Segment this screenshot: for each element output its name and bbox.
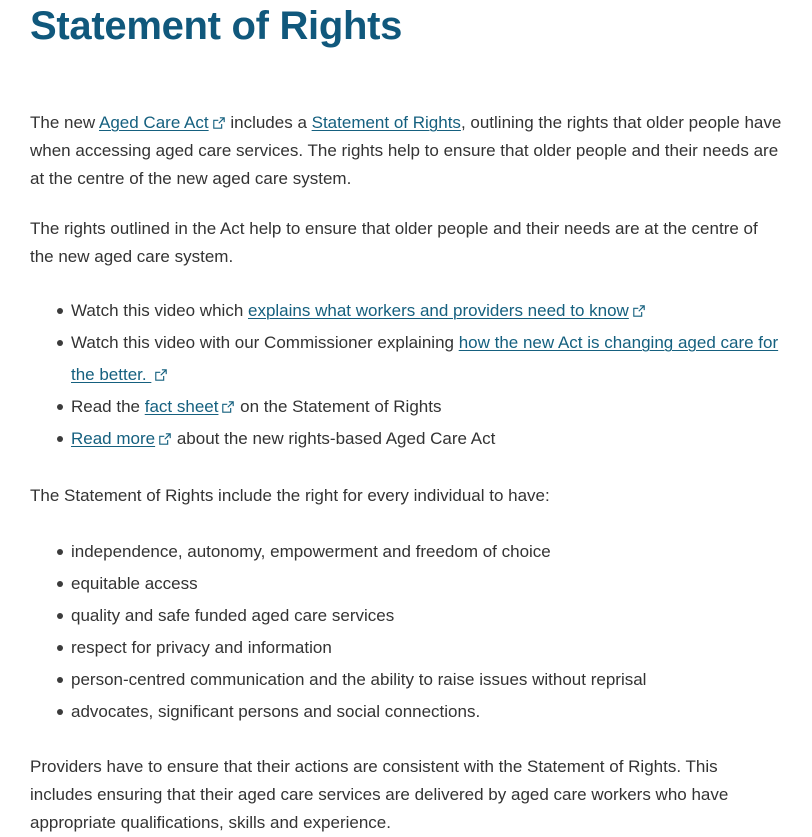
statement-of-rights-link[interactable]: Statement of Rights <box>311 113 461 132</box>
right-item-text: independence, autonomy, empowerment and freedom of choice <box>71 542 551 561</box>
list-item-lead-text: Read the <box>71 397 145 416</box>
intro-text-part-3: , outlining the rights that older people have when accessing aged care services. The rights help to ensure that older people and their needs are at the centre of the new aged care system. <box>30 113 782 188</box>
right-item-text: advocates, significant persons and social connections. <box>71 702 481 721</box>
list-item <box>71 632 782 664</box>
list-item <box>71 391 782 423</box>
right-item-text: equitable access <box>71 574 198 593</box>
intro-paragraph <box>30 109 782 193</box>
fact-sheet-link[interactable]: fact sheet <box>144 397 219 416</box>
list-item <box>71 600 782 632</box>
closing-paragraph: Providers have to ensure that their actions are consistent with the Statement of Rights. This includes ensuring that their aged care services are delivered by aged care workers who have appropriate qualifications, skills and experience. <box>30 757 729 832</box>
external-link-icon <box>212 116 226 130</box>
list-item-lead-text: Watch this video with our Commissioner explaining <box>71 333 459 352</box>
paragraph-gap-1 <box>30 193 782 215</box>
rights-intro-paragraph: The Statement of Rights include the right for every individual to have: <box>30 486 550 505</box>
how-the-new-act-is-changing-link[interactable]: how the new Act is changing aged care for the better. <box>71 333 779 384</box>
second-paragraph: The rights outlined in the Act help to ensure that older people and their needs are at the centre of the new aged care system. <box>30 219 758 266</box>
paragraph-gap-4 <box>30 510 782 536</box>
list-item <box>71 327 782 391</box>
aged-care-act-link-wrapper <box>99 113 226 132</box>
list-item <box>71 664 782 696</box>
external-link-icon <box>154 368 168 382</box>
read-more-link[interactable]: Read more <box>71 429 156 448</box>
list-item-trail-text: about the new rights-based Aged Care Act <box>172 429 496 448</box>
list-item <box>71 568 782 600</box>
resource-links-list <box>30 295 782 455</box>
right-item-text: quality and safe funded aged care services <box>71 606 395 625</box>
external-link-icon <box>632 304 646 318</box>
list-item-lead-text: Watch this video which <box>71 301 248 320</box>
list-item-trail-text: on the Statement of Rights <box>235 397 442 416</box>
intro-text-part-2: includes a <box>225 113 312 132</box>
page-title: Statement of Rights <box>30 4 403 48</box>
right-item-text: person-centred communication and the ability to raise issues without reprisal <box>71 670 647 689</box>
paragraph-gap-5 <box>30 728 782 753</box>
external-link-icon <box>158 432 172 446</box>
title-spacer <box>30 48 782 109</box>
explains-what-workers-need-to-know-link[interactable]: explains what workers and providers need to know <box>248 301 629 320</box>
paragraph-gap-2 <box>30 271 782 295</box>
list-item <box>71 295 782 327</box>
paragraph-gap-3 <box>30 455 782 482</box>
list-item <box>71 696 782 728</box>
rights-list <box>30 536 782 728</box>
intro-text-part-1: The new <box>30 113 99 132</box>
external-link-icon <box>221 400 235 414</box>
list-item <box>71 423 782 455</box>
link-with-icon <box>71 429 172 448</box>
aged-care-act-link[interactable]: Aged Care Act <box>99 113 209 132</box>
link-with-icon <box>248 301 646 320</box>
link-with-icon <box>145 397 236 416</box>
right-item-text: respect for privacy and information <box>71 638 332 657</box>
list-item <box>71 536 782 568</box>
